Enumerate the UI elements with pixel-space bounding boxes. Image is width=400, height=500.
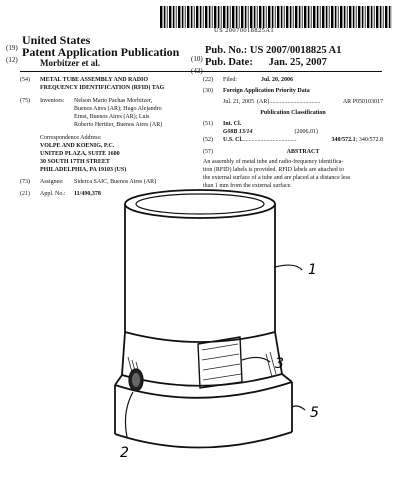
foreign-priority-heading: (30) Foreign Application Priority Data [203,88,310,94]
coupling-top-edge [125,332,275,342]
barcode-bar [250,6,252,28]
barcode-bar [317,6,319,28]
barcode-bar [304,6,306,28]
barcode-bar [178,6,180,28]
barcode-number: US 20070018825A1 [214,27,275,34]
title-line-2: FREQUENCY IDENTIFICATION (RFID) TAG [40,85,165,91]
barcode-bar [385,6,387,28]
barcode-bar [374,6,375,28]
inventors-short: Morbitzer et al. [40,58,101,68]
code-19: (19) [6,44,18,52]
barcode-bar [376,6,378,28]
publication-date: Pub. Date: Jan. 25, 2007 [205,57,327,68]
barcode-bar [380,6,382,28]
barcode-bar [284,6,285,28]
barcode-bar [344,6,346,28]
label-2: 2 [120,445,129,461]
coupling-band-top [122,374,282,386]
barcode-bar [223,6,225,28]
barcode-bar [173,6,175,28]
barcode-bar [389,6,391,28]
base-top-edge [115,375,122,385]
barcode-bar [254,6,256,28]
barcode-bar [320,6,321,28]
tube-top-inner [136,194,264,214]
barcode-bar [169,6,171,28]
title-line-1: METAL TUBE ASSEMBLY AND RADIO [40,77,149,83]
barcode-bar [365,6,366,28]
barcode-bar [383,6,384,28]
classification-heading: Publication Classification [260,110,326,116]
barcode-bar [349,6,351,28]
barcode-bar [266,6,267,28]
barcode-bar [245,6,247,28]
barcode-bar [367,6,369,28]
barcode-bar [331,6,333,28]
country: United States [22,33,91,47]
barcode-bar [205,6,207,28]
application-number-block: (21) Appl. No.: 11/490,378 [20,191,101,197]
barcode-bar [272,6,274,28]
leader-1 [275,265,302,270]
barcode-bar [164,6,166,28]
right-column [203,76,383,190]
barcode-bar [221,6,222,28]
barcode-bar [191,6,193,28]
barcode-bar [236,6,238,28]
barcode-bar [358,6,360,28]
barcode-bar [329,6,330,28]
barcode-bar [338,6,339,28]
barcode-bar [239,6,240,28]
barcode-bar [326,6,328,28]
leader-5 [292,406,305,410]
document-type: Patent Application Publication [22,45,180,59]
correspondence-block: Correspondence Address: VOLPE AND KOENIG, P.C. UNITED PLAZA, SUITE 1600 30 SOUTH 17TH STREET PHILADELPHIA, PA 19103 (US) [40,135,127,173]
barcode-bar [311,6,312,28]
barcode-bar [187,6,189,28]
filed-block: (22) Filed: Jul. 20, 2006 [203,77,294,83]
barcode-bar [286,6,288,28]
title-block: (54) METAL TUBE ASSEMBLY AND RADIO FREQUENCY IDENTIFICATION (RFID) TAG [20,77,165,91]
int-cl-block: (51) Int. Cl. G08B 13/14 (2006.01) [203,121,318,135]
code-10: (10) [191,55,203,63]
barcode-bar [313,6,315,28]
barcode-bar [353,6,355,28]
barcode-bar [299,6,301,28]
leader-2 [125,392,133,437]
abstract-text: An assembly of metal tube and radio-frequency identifica- tion (RFID) labels is provided. RFID labels are attached to the external surface of a tube and are placed at a distance less than 1 mm from the external surface. [203,159,351,189]
barcode-bar [230,6,231,28]
barcode-bar [227,6,229,28]
barcode-bar [248,6,249,28]
barcode-bar [209,6,211,28]
barcode-bar [322,6,324,28]
barcode-bar [362,6,364,28]
barcode-bar [182,6,184,28]
inventors-block: (75) Inventors: Nelson Mario Pachas Morbitzer, Buenos Aires (AR); Hugo Alejandro Ernst, Buenos Aires (AR); Luis Roberto Herttier, Buenos Aires (AR) [20,98,163,128]
barcode-bar [257,6,258,28]
barcode-bar [200,6,202,28]
barcode-bar [371,6,373,28]
barcode-bar [277,6,279,28]
barcode-bar [308,6,310,28]
barcode-bar [232,6,234,28]
foreign-priority-row: Jul. 21, 2005 (AR) .................................. AR P050103017 [223,99,383,105]
barcode-bar [356,6,357,28]
header-rule [20,71,382,72]
barcode-bar [340,6,342,28]
barcode-bar [347,6,348,28]
code-12: (12) [6,56,18,64]
barcode-bar [185,6,186,28]
barcode [160,6,392,28]
left-column [20,76,200,198]
barcode-bar [212,6,213,28]
label-1: 1 [308,262,317,278]
coupling-shading [128,344,276,383]
barcode-bar [263,6,265,28]
us-cl-block: (52) U.S. Cl. .................................... 340/572.1; 340/572.8 [203,137,383,143]
barcode-bar [218,6,220,28]
base-bottom-curve [115,432,292,448]
barcode-bar [302,6,303,28]
coupling-left-flare [122,332,125,375]
rfid-tag-2 [129,369,143,391]
barcode-bar [259,6,261,28]
leader-3 [242,357,270,362]
barcode-bar [203,6,204,28]
barcode-bar [160,6,162,28]
barcode-bar [196,6,198,28]
assignee-block: (73) Assignee: Siderca SAIC, Buenos Aires (AR) [20,179,157,185]
barcode-bar [241,6,243,28]
barcode-bar [281,6,283,28]
barcode-bar [293,6,294,28]
base-top-edge-r [282,374,292,382]
barcode-bar [290,6,292,28]
barcode-bar [194,6,195,28]
tube-assembly-drawing [70,182,390,500]
publication-number: Pub. No.: US 2007/0018825 A1 [205,45,342,56]
label-5: 5 [310,405,319,421]
barcode-bar [295,6,297,28]
barcode-bar [167,6,168,28]
abstract-heading: (57) ABSTRACT [203,149,320,155]
barcode-bar [176,6,177,28]
code-43: (43) [191,67,203,75]
label-3: 3 [275,356,284,372]
barcode-bar [268,6,270,28]
barcode-bar [214,6,216,28]
barcode-bar [335,6,337,28]
barcode-bar [275,6,276,28]
